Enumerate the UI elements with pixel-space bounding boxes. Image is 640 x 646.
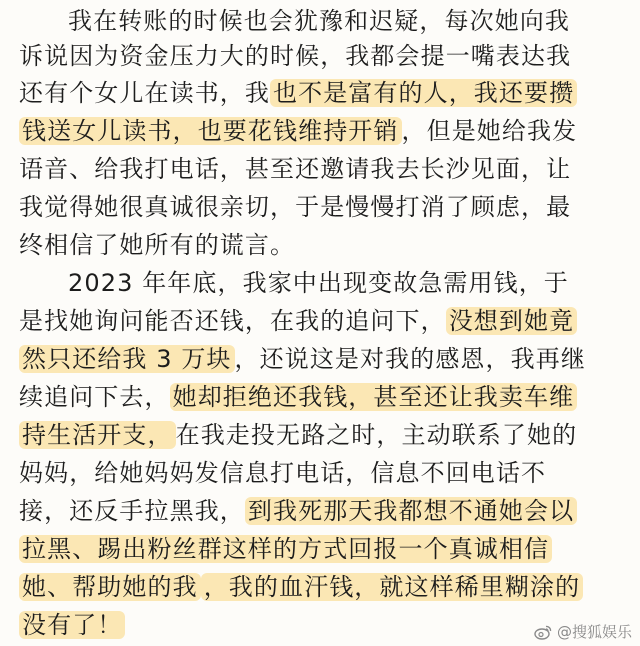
text-line	[19, 302, 577, 340]
text-segment: ，但是她给我发	[401, 117, 578, 145]
highlighted-text: 没想到她竟	[446, 307, 578, 335]
text-segment: ，还说这是对我的感恩，我再继	[234, 345, 586, 373]
text-segment: 我在转账的时候也会犹豫和迟疑，每次她向我	[68, 7, 570, 35]
watermark-text: @搜狐娱乐	[556, 623, 632, 641]
text-line	[19, 150, 571, 188]
text-segment: 续追问下去，	[19, 383, 170, 411]
text-line	[68, 2, 570, 40]
text-line	[19, 74, 577, 112]
highlighted-text: 钱送女儿读书，也要花钱维持开销	[19, 117, 402, 145]
text-line	[19, 454, 546, 492]
text-segment: 2023 年年底，我家中出现变故急需用钱，于	[68, 269, 569, 297]
highlighted-text: 然只还给我 3 万块	[19, 345, 235, 373]
highlighted-text: ，我的血汗钱，就这样稀里糊涂的	[201, 573, 584, 601]
text-line	[19, 492, 577, 530]
text-segment: 在我走投无路之时，主动联系了她的	[175, 421, 578, 449]
text-segment: 接，还反手拉黑我，	[19, 497, 245, 525]
highlighted-text: 也不是富有的人，我还要攒	[270, 79, 577, 107]
text-line	[19, 568, 583, 606]
text-segment: 我觉得她很真诚很亲切，于是慢慢打消了顾虑，最	[19, 193, 572, 221]
text-line	[19, 530, 552, 568]
text-line	[19, 606, 125, 644]
text-segment: 妈妈，给她妈妈发信息打电话，信息不回电话不	[19, 459, 547, 487]
text-line	[19, 188, 571, 226]
text-line	[19, 37, 571, 75]
text-line	[19, 226, 295, 264]
watermark	[534, 621, 632, 642]
text-line	[19, 340, 586, 378]
highlighted-text: 她、帮助她的我	[19, 573, 201, 601]
text-line	[19, 416, 577, 454]
text-line	[19, 112, 577, 150]
highlighted-text: 到我死那天我都想不通她会以	[245, 497, 577, 525]
highlighted-text: 她却拒绝还我钱，甚至还让我卖车维	[170, 383, 578, 411]
text-segment: 诉说因为资金压力大的时候，我都会提一嘴表达我	[19, 42, 572, 70]
highlighted-text: 拉黑、踢出粉丝群这样的方式回报一个真诚相信	[19, 535, 552, 563]
weibo-icon	[534, 624, 552, 640]
text-segment: 终相信了她所有的谎言。	[19, 231, 296, 259]
highlighted-text: 没有了！	[19, 611, 125, 639]
text-segment: 语音、给我打电话，甚至还邀请我去长沙见面，让	[19, 155, 572, 183]
highlighted-text: 持生活开支，	[19, 421, 176, 449]
text-line	[19, 378, 577, 416]
text-line	[68, 264, 569, 302]
text-segment: 是找她询问能否还钱，在我的追问下，	[19, 307, 446, 335]
text-segment: 还有个女儿在读书，我	[19, 79, 270, 107]
